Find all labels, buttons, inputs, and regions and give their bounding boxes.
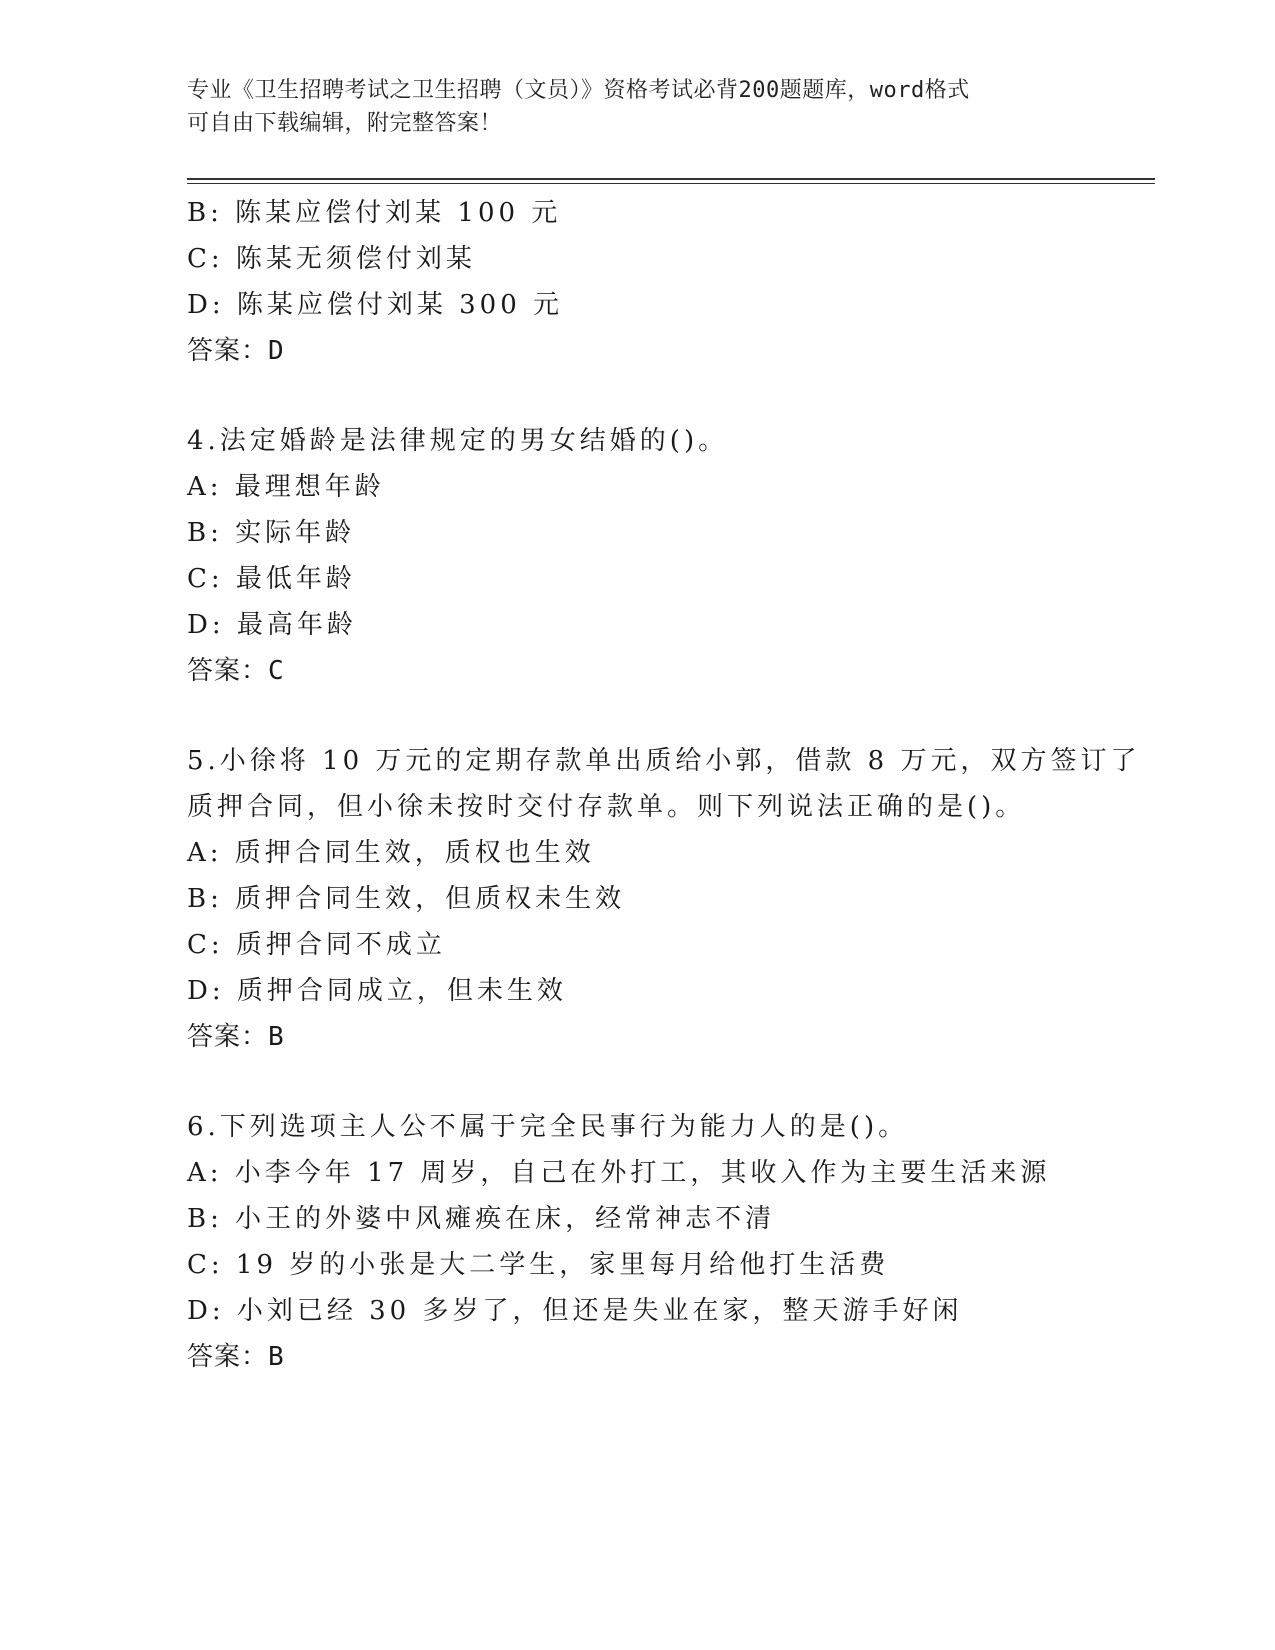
answer-line: 答案：C [187,656,285,686]
option-d: D: 最高年龄 [187,610,357,640]
header-title-line: 专业《卫生招聘考试之卫生招聘（文员）》资格考试必背200题题库，word格式 [187,78,970,103]
option-c: C: 最低年龄 [187,564,356,594]
option-a: A: 质押合同生效，质权也生效 [187,838,595,868]
option-a: A: 最理想年龄 [187,472,385,502]
option-a: A: 小李今年 17 周岁，自己在外打工，其收入作为主要生活来源 [187,1158,1051,1188]
option-c: C: 19 岁的小张是大二学生，家里每月给他打生活费 [187,1250,890,1280]
question-list [187,190,1147,1380]
header-divider-thin [187,183,1155,184]
header-subtitle-line: 可自由下载编辑，附完整答案！ [187,111,503,136]
question-stem: 4.法定婚龄是法律规定的男女结婚的()。 [187,426,729,456]
question-stem-line-2: 质押合同，但小徐未按时交付存款单。则下列说法正确的是()。 [187,792,1026,822]
question-6 [187,1104,1147,1380]
spacer [187,694,1147,738]
question-stem-line-1: 5.小徐将 10 万元的定期存款单出质给小郭，借款 8 万元，双方签订了 [187,746,1141,776]
spacer [187,374,1147,418]
option-b: B: 小王的外婆中风瘫痪在床，经常神志不清 [187,1204,776,1234]
question-4 [187,418,1147,694]
spacer [187,1060,1147,1104]
option-c: C: 质押合同不成立 [187,930,446,960]
page-header [187,74,1087,140]
question-stem: 6.下列选项主人公不属于完全民事行为能力人的是()。 [187,1112,909,1142]
option-d: D: 小刘已经 30 多岁了，但还是失业在家，整天游手好闲 [187,1296,963,1326]
option-d: D: 陈某应偿付刘某 300 元 [187,290,564,320]
answer-line: 答案：B [187,1342,285,1372]
option-d: D: 质押合同成立，但未生效 [187,976,567,1006]
question-5 [187,738,1147,1060]
question-3-continued [187,190,1147,374]
answer-line: 答案：D [187,336,285,366]
option-c: C: 陈某无须偿付刘某 [187,244,476,274]
option-b: B: 质押合同生效，但质权未生效 [187,884,626,914]
option-b: B: 实际年龄 [187,518,356,548]
header-divider-thick [187,178,1155,180]
answer-line: 答案：B [187,1022,285,1052]
option-b: B: 陈某应偿付刘某 100 元 [187,198,562,228]
